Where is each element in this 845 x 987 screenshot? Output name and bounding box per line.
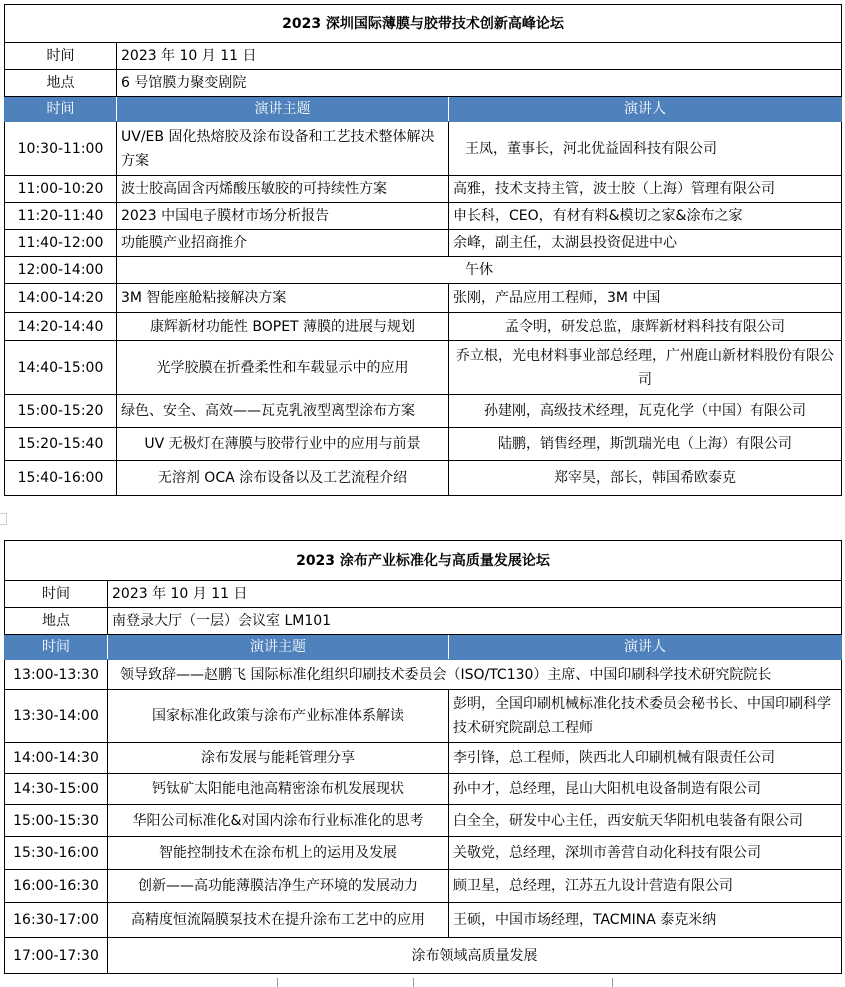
session-time: 13:00-13:30 — [5, 660, 108, 690]
session-topic: 高精度恒流隔膜泵技术在提升涂布工艺中的应用 — [108, 903, 449, 938]
forum2-place-label: 地点 — [5, 608, 108, 635]
session-topic: 光学胶膜在折叠柔性和车载显示中的应用 — [117, 341, 449, 395]
session-time: 15:00-15:30 — [5, 805, 108, 837]
forum1-place-label: 地点 — [5, 70, 117, 97]
table-row — [5, 938, 842, 974]
session-topic: 钙钛矿太阳能电池高精密涂布机发展现状 — [108, 774, 449, 805]
session-speaker: 孙中才，总经理，昆山大阳机电设备制造有限公司 — [449, 774, 842, 805]
table-row — [5, 395, 842, 428]
break-label: 午休 — [117, 257, 842, 284]
session-time: 14:40-15:00 — [5, 341, 117, 395]
table-row — [5, 837, 842, 870]
session-topic: 华阳公司标准化&对国内涂布行业标准化的思考 — [108, 805, 449, 837]
table-row — [5, 461, 842, 496]
table-row — [5, 257, 842, 284]
forum1-header-time: 时间 — [5, 97, 117, 122]
session-speaker: 顾卫星，总经理，江苏五九设计营造有限公司 — [449, 870, 842, 903]
session-time: 11:20-11:40 — [5, 203, 117, 230]
table-row — [5, 341, 842, 395]
session-topic: 3M 智能座舱粘接解决方案 — [117, 284, 449, 313]
forum2-header-topic: 演讲主题 — [108, 635, 449, 660]
forum2-table — [4, 540, 842, 974]
forum1-header-topic: 演讲主题 — [117, 97, 449, 122]
table-row — [5, 690, 842, 743]
session-speaker: 王硕，中国市场经理，TACMINA 泰克米纳 — [449, 903, 842, 938]
forum2-date-label: 时间 — [5, 581, 108, 608]
session-time: 15:40-16:00 — [5, 461, 117, 496]
forum2-title: 2023 涂布产业标准化与高质量发展论坛 — [5, 541, 842, 581]
table-row — [5, 743, 842, 774]
session-topic: 绿色、安全、高效——瓦克乳液型离型涂布方案 — [117, 395, 449, 428]
table-row — [5, 660, 842, 690]
session-topic: 波士胶高固含丙烯酸压敏胶的可持续性方案 — [117, 176, 449, 203]
page-edge-marker — [612, 978, 613, 987]
session-speaker: 王凤，董事长，河北优益固科技有限公司 — [449, 122, 842, 176]
forum2-date-value: 2023 年 10 月 11 日 — [108, 581, 842, 608]
session-speaker: 申长科，CEO，有材有料&模切之家&涂布之家 — [449, 203, 842, 230]
page-break-marker — [0, 513, 7, 525]
table-row — [5, 805, 842, 837]
forum1-table — [4, 4, 842, 496]
session-speaker: 郑宰昊，部长，韩国希欧泰克 — [449, 461, 842, 496]
session-time: 13:30-14:00 — [5, 690, 108, 743]
session-time: 10:30-11:00 — [5, 122, 117, 176]
session-time: 11:00-10:20 — [5, 176, 117, 203]
session-topic: 智能控制技术在涂布机上的运用及发展 — [108, 837, 449, 870]
session-topic: UV/EB 固化热熔胶及涂布设备和工艺技术整体解决方案 — [117, 122, 449, 176]
opening-remarks: 领导致辞——赵鹏飞 国际标准化组织印刷技术委员会（ISO/TC130）主席、中国印刷科学技术研究院院长 — [108, 660, 842, 690]
forum1-place-value: 6 号馆膜力聚变剧院 — [117, 70, 842, 97]
session-speaker: 白全全，研发中心主任，西安航天华阳机电装备有限公司 — [449, 805, 842, 837]
closing-topic: 涂布领域高质量发展 — [108, 938, 842, 974]
session-speaker: 陆鹏，销售经理，斯凯瑞光电（上海）有限公司 — [449, 428, 842, 461]
table-row — [5, 870, 842, 903]
forum2-header-time: 时间 — [5, 635, 108, 660]
session-time: 15:20-15:40 — [5, 428, 117, 461]
session-time: 14:20-14:40 — [5, 313, 117, 341]
session-time: 15:00-15:20 — [5, 395, 117, 428]
session-topic: 康辉新材功能性 BOPET 薄膜的进展与规划 — [117, 313, 449, 341]
table-row — [5, 313, 842, 341]
session-speaker: 孟令明，研发总监，康辉新材料科技有限公司 — [449, 313, 842, 341]
page-edge-marker — [413, 978, 414, 987]
forum1-date-label: 时间 — [5, 43, 117, 70]
session-speaker: 张刚，产品应用工程师，3M 中国 — [449, 284, 842, 313]
session-time: 12:00-14:00 — [5, 257, 117, 284]
session-time: 14:00-14:20 — [5, 284, 117, 313]
table-row — [5, 284, 842, 313]
session-time: 14:30-15:00 — [5, 774, 108, 805]
forum1-date-value: 2023 年 10 月 11 日 — [117, 43, 842, 70]
table-row — [5, 428, 842, 461]
session-time: 14:00-14:30 — [5, 743, 108, 774]
session-topic: 国家标准化政策与涂布产业标准体系解读 — [108, 690, 449, 743]
forum2-place-value: 南登录大厅（一层）会议室 LM101 — [108, 608, 842, 635]
session-speaker: 余峰，副主任，太湖县投资促进中心 — [449, 230, 842, 257]
session-speaker: 高雅，技术支持主管，波士胶（上海）管理有限公司 — [449, 176, 842, 203]
forum1-header-speaker: 演讲人 — [449, 97, 842, 122]
table-row — [5, 122, 842, 176]
table-row — [5, 176, 842, 203]
page-edge-marker — [277, 978, 278, 987]
session-speaker: 李引锋，总工程师，陕西北人印刷机械有限责任公司 — [449, 743, 842, 774]
session-speaker: 彭明，全国印刷机械标准化技术委员会秘书长、中国印刷科学技术研究院副总工程师 — [449, 690, 842, 743]
forum2-header-speaker: 演讲人 — [449, 635, 842, 660]
session-time: 15:30-16:00 — [5, 837, 108, 870]
session-topic: 无溶剂 OCA 涂布设备以及工艺流程介绍 — [117, 461, 449, 496]
session-time: 16:30-17:00 — [5, 903, 108, 938]
session-speaker: 乔立根，光电材料事业部总经理，广州鹿山新材料股份有限公司 — [449, 341, 842, 395]
session-topic: 创新——高功能薄膜洁净生产环境的发展动力 — [108, 870, 449, 903]
session-speaker: 关敬党，总经理，深圳市善营自动化科技有限公司 — [449, 837, 842, 870]
session-time: 11:40-12:00 — [5, 230, 117, 257]
table-row — [5, 203, 842, 230]
session-time: 17:00-17:30 — [5, 938, 108, 974]
session-topic: 功能膜产业招商推介 — [117, 230, 449, 257]
table-row — [5, 903, 842, 938]
session-speaker: 孙建刚，高级技术经理，瓦克化学（中国）有限公司 — [449, 395, 842, 428]
session-topic: 涂布发展与能耗管理分享 — [108, 743, 449, 774]
table-row — [5, 774, 842, 805]
forum1-title: 2023 深圳国际薄膜与胶带技术创新高峰论坛 — [5, 5, 842, 43]
session-time: 16:00-16:30 — [5, 870, 108, 903]
session-topic: 2023 中国电子膜材市场分析报告 — [117, 203, 449, 230]
session-topic: UV 无极灯在薄膜与胶带行业中的应用与前景 — [117, 428, 449, 461]
table-row — [5, 230, 842, 257]
